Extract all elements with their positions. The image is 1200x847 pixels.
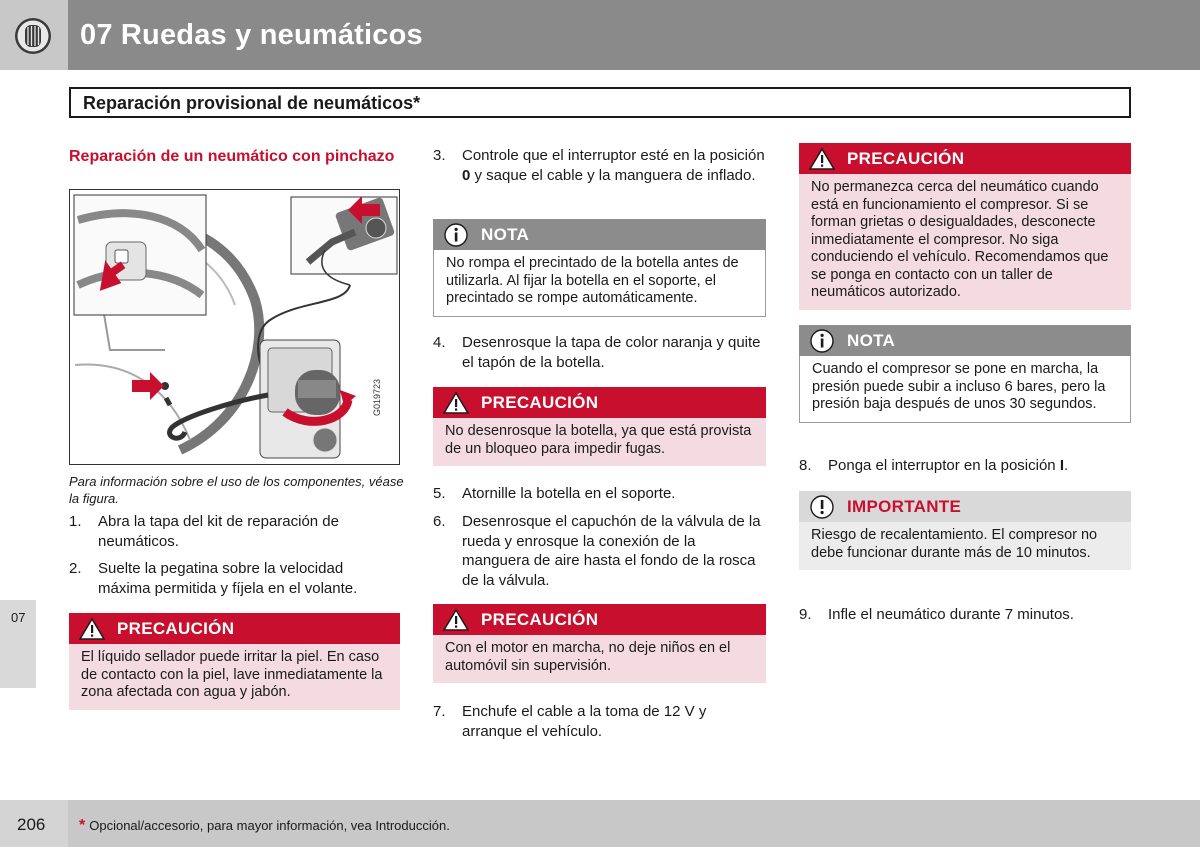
step-6	[433, 512, 766, 590]
step-text: Suelte la pegatina sobre la velocidad máxima permitida y fíjela en el volante.	[98, 560, 358, 597]
warning-box	[433, 387, 766, 466]
important-label: IMPORTANTE	[847, 496, 962, 516]
step-text: Desenrosque el capuchón de la válvula de la rueda y enrosque la conexión de la manguera de aire hasta el fondo de la rosca de la válvula.	[462, 513, 761, 589]
step-text: Desenrosque la tapa de color naranja y quite el tapón de la botella.	[462, 334, 761, 371]
step-number: 1.	[69, 513, 82, 530]
important-box	[799, 491, 1131, 570]
warning-header	[433, 387, 766, 418]
warning-triangle-icon	[79, 617, 105, 641]
switch-position: I	[1059, 457, 1064, 474]
exclamation-icon	[809, 495, 835, 519]
switch-position: 0	[462, 166, 471, 184]
subheading: Reparación de un neumático con pinchazo	[69, 148, 395, 165]
header-left-block	[0, 0, 68, 70]
warning-box	[69, 613, 400, 710]
note-box	[433, 219, 766, 317]
note-box	[799, 325, 1131, 423]
step-text: Atornille la botella en el soporte.	[462, 485, 676, 502]
warning-triangle-icon	[809, 147, 835, 171]
warning-label: PRECAUCIÓN	[481, 609, 599, 629]
step-1	[69, 512, 399, 551]
warning-triangle-icon	[443, 608, 469, 632]
section-title: Reparación provisional de neumáticos*	[83, 93, 421, 113]
step-number: 5.	[433, 485, 446, 502]
warning-box	[433, 604, 766, 683]
step-number: 6.	[433, 513, 446, 530]
step-text: Enchufe el cable a la toma de 12 V y arranque el vehículo.	[462, 703, 707, 740]
step-text-part: .	[1063, 457, 1069, 474]
note-label: NOTA	[847, 330, 896, 350]
warning-text: Con el motor en marcha, no deje niños en el automóvil sin supervisión.	[433, 635, 766, 683]
page-number: 206	[17, 815, 46, 834]
warning-header	[433, 604, 766, 635]
note-label: NOTA	[481, 224, 530, 244]
figure-caption: Para información sobre el uso de los componentes, véase la figura.	[69, 474, 404, 506]
repair-kit-illustration	[70, 190, 400, 465]
step-text	[462, 146, 766, 185]
section-title-box	[69, 87, 1131, 118]
warning-text: El líquido sellador puede irritar la piel. En caso de contacto con la piel, lave inmediatamente la zona afectada con agua y jabón.	[69, 644, 400, 710]
step-text-part: Ponga el interruptor en la posición	[828, 457, 1060, 474]
step-text-part: y saque el cable y la manguera de inflado.	[470, 166, 756, 184]
chapter-tab	[0, 600, 36, 688]
info-icon	[809, 329, 835, 353]
important-text: Riesgo de recalentamiento. El compresor no debe funcionar durante más de 10 minutos.	[799, 522, 1131, 570]
step-7	[433, 702, 766, 741]
step-text-part: Controle que el interruptor esté en la posición	[462, 147, 765, 164]
step-3	[433, 146, 766, 185]
step-9	[799, 605, 1131, 625]
note-header	[433, 219, 766, 250]
step-2	[69, 559, 399, 598]
warning-box	[799, 143, 1131, 310]
important-header	[799, 491, 1131, 522]
note-text: No rompa el precintado de la botella antes de utilizarla. Al fijar la botella en el soporte, el precintado se rompe automáticamente.	[433, 250, 766, 317]
warning-header	[69, 613, 400, 644]
warning-text: No desenrosque la botella, ya que está provista de un bloqueo para impedir fugas.	[433, 418, 766, 466]
footnote-star: *	[79, 817, 86, 834]
chapter-title: 07 Ruedas y neumáticos	[80, 19, 423, 51]
step-text: Abra la tapa del kit de reparación de neumáticos.	[98, 513, 339, 550]
step-5	[433, 484, 766, 504]
footnote	[79, 817, 450, 835]
warning-triangle-icon	[443, 391, 469, 415]
warning-label: PRECAUCIÓN	[481, 392, 599, 412]
step-number: 7.	[433, 703, 446, 720]
warning-label: PRECAUCIÓN	[847, 148, 965, 168]
step-number: 2.	[69, 560, 82, 577]
step-number: 4.	[433, 334, 446, 351]
warning-text: No permanezca cerca del neumático cuando está en funcionamiento el compresor. Si se forman grietas o desigualdades, desconecte inmediatamente el compresor. No siga conduciendo el vehículo. Recomendamos que se ponga en contacto con un taller de neumáticos autorizado.	[799, 174, 1131, 310]
step-text	[828, 456, 1131, 476]
warning-label: PRECAUCIÓN	[117, 618, 235, 638]
step-number: 3.	[433, 147, 446, 164]
step-number: 8.	[799, 457, 812, 474]
figure-code: G019723	[372, 378, 382, 416]
repair-kit-figure	[69, 189, 400, 465]
step-8	[799, 456, 1131, 476]
step-number: 9.	[799, 606, 812, 623]
chapter-tab-label: 07	[11, 610, 26, 625]
step-text: Infle el neumático durante 7 minutos.	[828, 606, 1074, 623]
info-icon	[443, 223, 469, 247]
note-header	[799, 325, 1131, 356]
note-text: Cuando el compresor se pone en marcha, la presión puede subir a incluso 6 bares, pero la presión baja después de unos 30 segundos.	[799, 356, 1131, 423]
step-4	[433, 333, 766, 372]
warning-header	[799, 143, 1131, 174]
tire-chapter-icon	[14, 17, 52, 55]
footnote-text: Opcional/accesorio, para mayor información, vea Introducción.	[89, 818, 450, 833]
